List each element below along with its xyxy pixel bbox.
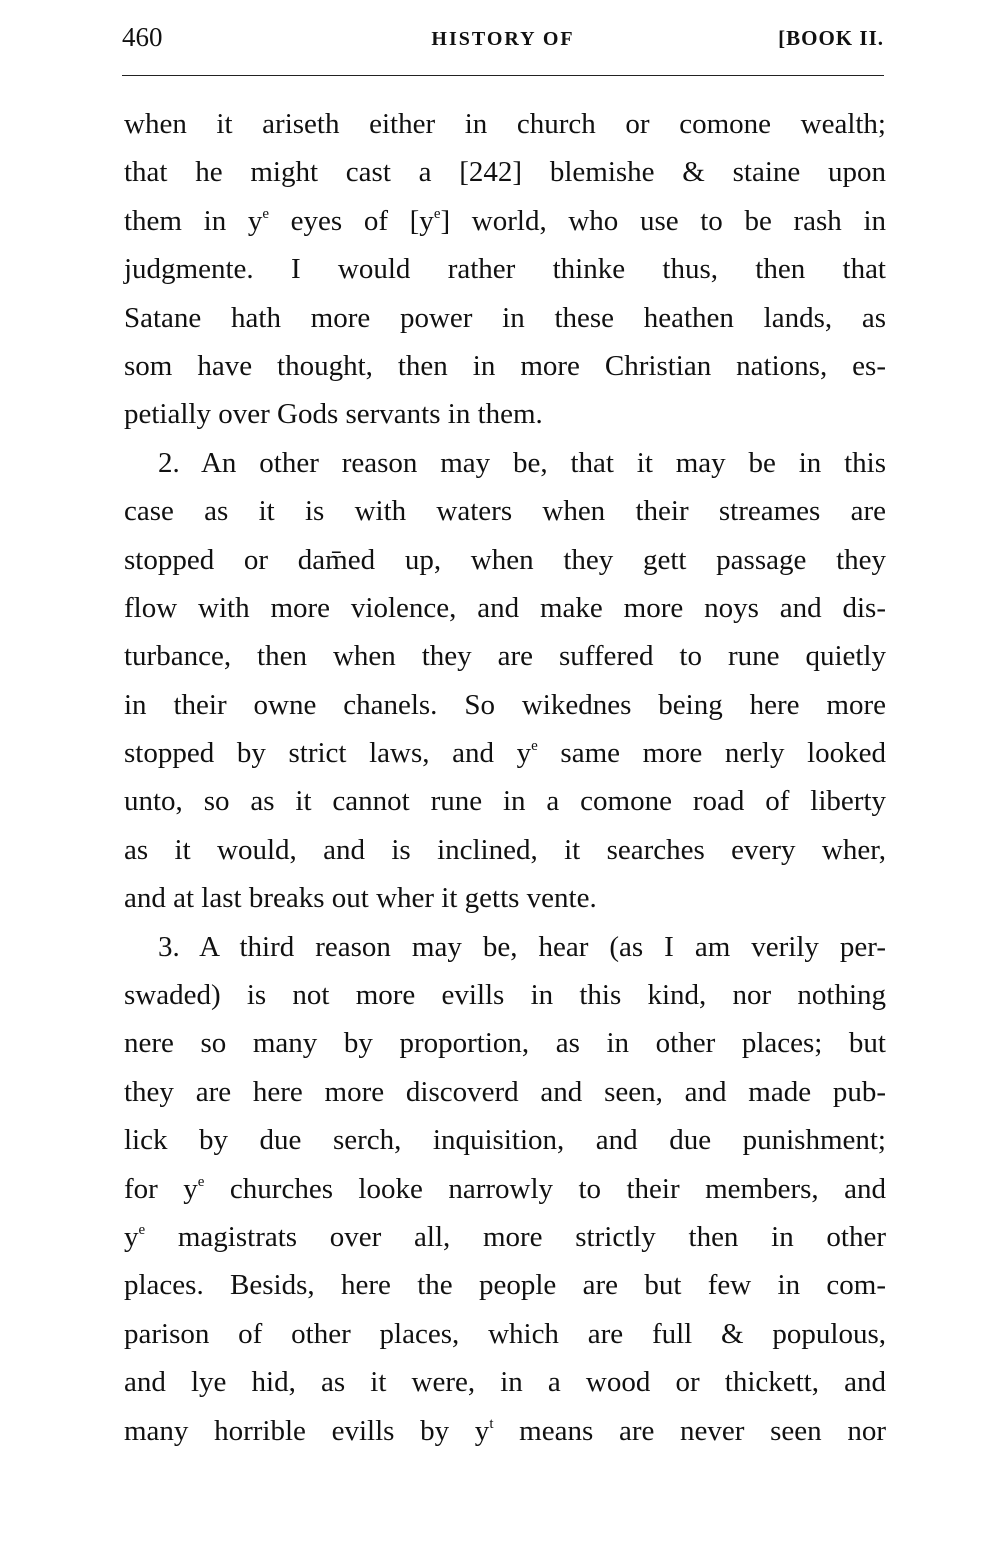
text-line: many horrible evills by $y^t$ means are never seen nor — [124, 1414, 886, 1447]
text-line: stopped or dam̄ed up, when they gett passage they — [124, 543, 886, 576]
text-line: petially over Gods servants in them. — [124, 398, 543, 431]
text-line: 2. An other reason may be, that it may be in this — [158, 446, 886, 479]
text-line: lick by due serch, inquisition, and due punishment; — [124, 1124, 886, 1157]
text-line: for $y^e$ churches looke narrowly to their members, and — [124, 1172, 886, 1205]
text-line: places. Besids, here the people are but few in com- — [124, 1269, 886, 1302]
text-line: as it would, and is inclined, it searches every wher, — [124, 833, 886, 866]
text-line: 3. A third reason may be, hear (as I am verily per- — [158, 930, 886, 963]
text-line: when it ariseth either in church or comone wealth; — [124, 108, 886, 140]
superscript: t — [489, 1415, 494, 1432]
page-body-text — [124, 100, 886, 1455]
header-rule — [122, 75, 884, 76]
text-line: case as it is with waters when their streames are — [124, 495, 886, 528]
text-line: parison of other places, which are full & populous, — [124, 1317, 886, 1350]
superscript: e — [262, 205, 270, 222]
text-line: Satane hath more power in these heathen lands, as — [124, 301, 886, 334]
text-line: that he might cast a [242] blemishe & staine upon — [124, 156, 886, 189]
text-line: swaded) is not more evills in this kind, nor nothing — [124, 979, 886, 1012]
superscript: e — [531, 738, 538, 755]
text-line: they are here more discoverd and seen, and made pub- — [124, 1075, 886, 1108]
text-line: som have thought, then in more Christian nations, es- — [124, 349, 886, 382]
superscript: e — [138, 1221, 146, 1238]
text-line: flow with more violence, and make more noys and dis- — [124, 591, 886, 624]
text-line: $y^e$ magistrats over all, more strictly then in other — [124, 1220, 886, 1253]
text-line: and at last breaks out wher it getts vente. — [124, 882, 597, 915]
superscript: e — [433, 205, 441, 222]
text-line: judgmente. I would rather thinke thus, then that — [124, 253, 886, 286]
text-line: and lye hid, as it were, in a wood or thickett, and — [124, 1366, 886, 1399]
text-line: unto, so as it cannot rune in a comone road of liberty — [124, 785, 886, 818]
text-line: stopped by strict laws, and $y^e$ same more nerly looked — [124, 737, 886, 770]
book-label: [BOOK II. — [778, 26, 884, 50]
superscript: e — [197, 1173, 205, 1190]
text-line: them in $y^e$ eyes of $[y^e]$ world, who use to be rash in — [124, 204, 886, 237]
text-line: nere so many by proportion, as in other places; but — [124, 1027, 886, 1060]
running-header — [122, 22, 884, 58]
text-line: turbance, then when they are suffered to rune quietly — [124, 640, 886, 673]
text-line: in their owne chanels. So wikednes being here more — [124, 688, 886, 721]
page-number: 460 — [122, 22, 163, 52]
running-title: HISTORY OF — [431, 28, 575, 50]
